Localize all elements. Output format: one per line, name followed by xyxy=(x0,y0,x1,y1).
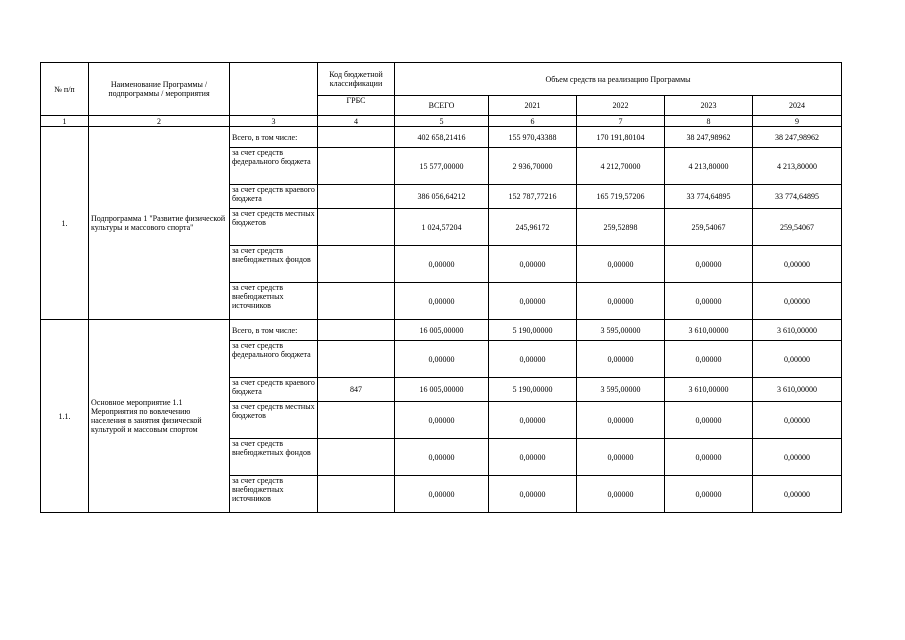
index-cell: 1 xyxy=(41,116,89,127)
amount-cell: 0,00000 xyxy=(395,476,489,513)
index-cell: 2 xyxy=(89,116,230,127)
amount-cell: 0,00000 xyxy=(753,246,842,283)
section-name: Подпрограмма 1 "Развитие физической культуры и массового спорта" xyxy=(89,127,230,320)
grbs-code xyxy=(318,283,395,320)
table-row xyxy=(41,127,842,148)
amount-cell: 259,52898 xyxy=(577,209,665,246)
amount-cell: 0,00000 xyxy=(577,476,665,513)
amount-cell: 3 610,00000 xyxy=(753,378,842,402)
header-row-top xyxy=(41,63,842,96)
amount-cell: 0,00000 xyxy=(665,402,753,439)
amount-cell: 1 024,57204 xyxy=(395,209,489,246)
amount-cell: 0,00000 xyxy=(665,476,753,513)
index-cell: 9 xyxy=(753,116,842,127)
amount-cell: 38 247,98962 xyxy=(665,127,753,148)
grbs-code xyxy=(318,148,395,185)
index-cell: 6 xyxy=(489,116,577,127)
amount-cell: 165 719,57206 xyxy=(577,185,665,209)
amount-cell: 259,54067 xyxy=(753,209,842,246)
amount-cell: 0,00000 xyxy=(665,283,753,320)
amount-cell: 0,00000 xyxy=(577,246,665,283)
amount-cell: 0,00000 xyxy=(665,341,753,378)
header-year-2022: 2022 xyxy=(577,96,665,116)
header-volume: Объем средств на реализацию Программы xyxy=(395,63,842,96)
amount-cell: 0,00000 xyxy=(489,246,577,283)
funding-source: за счет средств внебюджетных фондов xyxy=(230,246,318,283)
amount-cell: 0,00000 xyxy=(489,341,577,378)
amount-cell: 0,00000 xyxy=(577,402,665,439)
amount-cell: 0,00000 xyxy=(395,439,489,476)
amount-cell: 0,00000 xyxy=(753,439,842,476)
table-row xyxy=(41,320,842,341)
section-number: 1. xyxy=(41,127,89,320)
funding-source: за счет средств внебюджетных фондов xyxy=(230,439,318,476)
grbs-code xyxy=(318,209,395,246)
amount-cell: 15 577,00000 xyxy=(395,148,489,185)
amount-cell: 0,00000 xyxy=(395,283,489,320)
section-number: 1.1. xyxy=(41,320,89,513)
amount-cell: 0,00000 xyxy=(577,283,665,320)
index-cell: 3 xyxy=(230,116,318,127)
funding-source: за счет средств местных бюджетов xyxy=(230,402,318,439)
amount-cell: 0,00000 xyxy=(753,283,842,320)
index-cell: 5 xyxy=(395,116,489,127)
funding-source: за счет средств краевого бюджета xyxy=(230,378,318,402)
amount-cell: 33 774,64895 xyxy=(665,185,753,209)
amount-cell: 3 610,00000 xyxy=(665,378,753,402)
funding-source: за счет средств внебюджетных источников xyxy=(230,283,318,320)
amount-cell: 16 005,00000 xyxy=(395,378,489,402)
amount-cell: 155 970,43388 xyxy=(489,127,577,148)
index-cell: 4 xyxy=(318,116,395,127)
header-grbs: ГРБС xyxy=(318,96,395,116)
amount-cell: 5 190,00000 xyxy=(489,320,577,341)
index-cell: 7 xyxy=(577,116,665,127)
header-year-2023: 2023 xyxy=(665,96,753,116)
amount-cell: 0,00000 xyxy=(489,402,577,439)
amount-cell: 0,00000 xyxy=(395,246,489,283)
amount-cell: 152 787,77216 xyxy=(489,185,577,209)
amount-cell: 4 213,80000 xyxy=(665,148,753,185)
index-row xyxy=(41,116,842,127)
amount-cell: 170 191,80104 xyxy=(577,127,665,148)
header-total: ВСЕГО xyxy=(395,96,489,116)
section-name: Основное мероприятие 1.1 Мероприятия по вовлечению населения в занятия физической культурой и массовым спортом xyxy=(89,320,230,513)
funding-source: за счет средств федерального бюджета xyxy=(230,341,318,378)
funding-source: Всего, в том числе: xyxy=(230,320,318,341)
funding-source: за счет средств краевого бюджета xyxy=(230,185,318,209)
funding-source: за счет средств местных бюджетов xyxy=(230,209,318,246)
index-cell: 8 xyxy=(665,116,753,127)
amount-cell: 259,54067 xyxy=(665,209,753,246)
amount-cell: 2 936,70000 xyxy=(489,148,577,185)
amount-cell: 0,00000 xyxy=(753,402,842,439)
grbs-code xyxy=(318,127,395,148)
amount-cell: 0,00000 xyxy=(577,341,665,378)
amount-cell: 402 658,21416 xyxy=(395,127,489,148)
funding-source: Всего, в том числе: xyxy=(230,127,318,148)
grbs-code xyxy=(318,439,395,476)
amount-cell: 0,00000 xyxy=(753,476,842,513)
amount-cell: 386 056,64212 xyxy=(395,185,489,209)
amount-cell: 0,00000 xyxy=(665,246,753,283)
amount-cell: 5 190,00000 xyxy=(489,378,577,402)
header-code: Код бюджетной классификации xyxy=(318,63,395,96)
amount-cell: 33 774,64895 xyxy=(753,185,842,209)
grbs-code xyxy=(318,185,395,209)
grbs-code xyxy=(318,341,395,378)
funding-table xyxy=(40,62,842,513)
amount-cell: 4 213,80000 xyxy=(753,148,842,185)
grbs-code xyxy=(318,402,395,439)
amount-cell: 0,00000 xyxy=(489,476,577,513)
amount-cell: 3 610,00000 xyxy=(665,320,753,341)
header-name: Наименование Программы / подпрограммы / мероприятия xyxy=(89,63,230,116)
amount-cell: 245,96172 xyxy=(489,209,577,246)
amount-cell: 0,00000 xyxy=(489,439,577,476)
amount-cell: 3 595,00000 xyxy=(577,378,665,402)
amount-cell: 3 595,00000 xyxy=(577,320,665,341)
header-year-2021: 2021 xyxy=(489,96,577,116)
amount-cell: 0,00000 xyxy=(395,341,489,378)
grbs-code xyxy=(318,246,395,283)
amount-cell: 0,00000 xyxy=(577,439,665,476)
amount-cell: 3 610,00000 xyxy=(753,320,842,341)
amount-cell: 4 212,70000 xyxy=(577,148,665,185)
funding-source: за счет средств федерального бюджета xyxy=(230,148,318,185)
amount-cell: 0,00000 xyxy=(489,283,577,320)
grbs-code xyxy=(318,320,395,341)
amount-cell: 38 247,98962 xyxy=(753,127,842,148)
header-source xyxy=(230,63,318,116)
amount-cell: 16 005,00000 xyxy=(395,320,489,341)
grbs-code xyxy=(318,476,395,513)
header-num: № п/п xyxy=(41,63,89,116)
funding-source: за счет средств внебюджетных источников xyxy=(230,476,318,513)
amount-cell: 0,00000 xyxy=(753,341,842,378)
grbs-code: 847 xyxy=(318,378,395,402)
amount-cell: 0,00000 xyxy=(395,402,489,439)
header-year-2024: 2024 xyxy=(753,96,842,116)
amount-cell: 0,00000 xyxy=(665,439,753,476)
